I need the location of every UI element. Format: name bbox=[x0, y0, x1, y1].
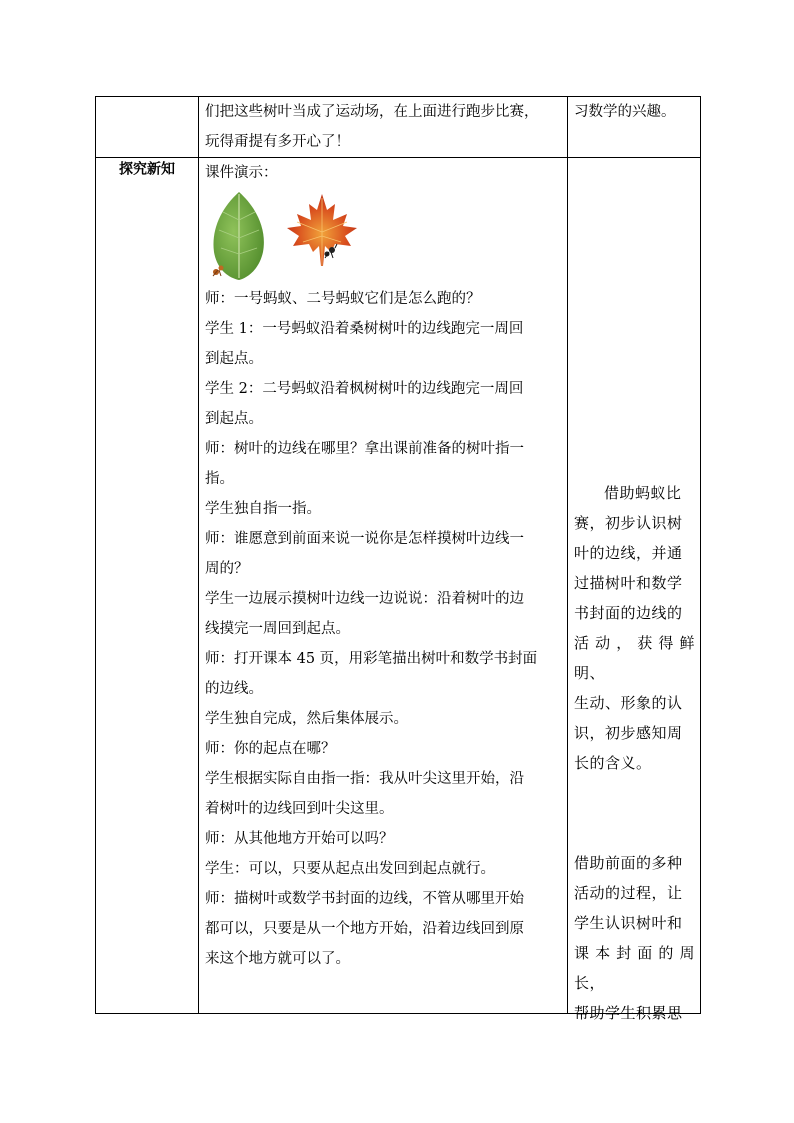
text-line: 着树叶的边线回到叶尖这里。 bbox=[205, 801, 394, 817]
text-line: 师：一号蚂蚁、二号蚂蚁它们是怎么跑的？ bbox=[205, 291, 481, 307]
process-cell bbox=[199, 97, 568, 158]
text-line: 们把这些树叶当成了运动场，在上面进行跑步比赛， bbox=[205, 104, 539, 120]
intent-cell bbox=[568, 158, 701, 1022]
text-line: 学生 1：一号蚂蚁沿着桑树树叶的边线跑完一周回 bbox=[205, 321, 524, 337]
intent-line: 过描树叶和数学 bbox=[574, 574, 683, 592]
intent-line: 学生认识树叶和 bbox=[574, 914, 683, 932]
leaf-images bbox=[199, 188, 567, 284]
intent-line: 借助前面的多种 bbox=[574, 854, 683, 872]
lesson-plan-table bbox=[95, 96, 701, 1022]
table-row bbox=[96, 158, 701, 1014]
section-cell-empty bbox=[96, 97, 199, 158]
intent-line: 识，初步感知周 bbox=[574, 724, 683, 742]
text-line: 师：谁愿意到前面来说一说你是怎样摸树叶边线一 bbox=[205, 531, 524, 547]
intent-line: 课本封面的周长， bbox=[574, 944, 695, 992]
text-line: 学生 2：二号蚂蚁沿着枫树树叶的边线跑完一周回 bbox=[205, 381, 524, 397]
intent-line: 活动的过程，让 bbox=[574, 884, 683, 902]
intent-note-2 bbox=[568, 848, 701, 1028]
text-line: 到起点。 bbox=[205, 411, 263, 427]
text-line: 学生：可以，只要从起点出发回到起点就行。 bbox=[205, 861, 495, 877]
intent-line: 帮助学生积累思 bbox=[574, 1004, 683, 1022]
maple-leaf-image bbox=[285, 192, 359, 270]
text-line: 的边线。 bbox=[205, 681, 263, 697]
intent-line: 借助蚂蚁比 bbox=[604, 484, 682, 502]
intent-line: 叶的边线，并通 bbox=[574, 544, 683, 562]
demo-label: 课件演示： bbox=[205, 165, 278, 181]
text-line: 学生独自指一指。 bbox=[205, 501, 321, 517]
text-line: 学生一边展示摸树叶边线一边说说：沿着树叶的边 bbox=[205, 591, 524, 607]
intent-line: 长的含义。 bbox=[574, 754, 652, 772]
intent-line: 活动，获得鲜明、 bbox=[574, 634, 695, 682]
text-line: 师：树叶的边线在哪里？拿出课前准备的树叶指一 bbox=[205, 441, 524, 457]
text-line: 学生独自完成，然后集体展示。 bbox=[205, 711, 408, 727]
intent-line: 赛，初步认识树 bbox=[574, 514, 683, 532]
section-title: 探究新知 bbox=[119, 161, 175, 178]
text-line: 师：你的起点在哪？ bbox=[205, 741, 336, 757]
intent-line: 书封面的边线的 bbox=[574, 604, 683, 622]
text-line: 学生根据实际自由指一指：我从叶尖这里开始，沿 bbox=[205, 771, 524, 787]
text-line: 玩得甭提有多开心了！ bbox=[205, 134, 350, 150]
process-cell bbox=[199, 158, 568, 1014]
text-line: 线摸完一周回到起点。 bbox=[205, 621, 350, 637]
intent-line: 生动、形象的认 bbox=[574, 694, 683, 712]
text-line: 都可以，只要是从一个地方开始，沿着边线回到原 bbox=[205, 921, 524, 937]
mulberry-leaf-image bbox=[209, 190, 269, 284]
text-line: 师：打开课本 45 页，用彩笔描出树叶和数学书封面 bbox=[205, 651, 538, 667]
table-row bbox=[96, 97, 701, 158]
text-line: 到起点。 bbox=[205, 351, 263, 367]
text-line: 师：从其他地方开始可以吗？ bbox=[205, 831, 394, 847]
text-line: 周的？ bbox=[205, 561, 249, 577]
text-line: 来这个地方就可以了。 bbox=[205, 951, 350, 967]
text-line: 指。 bbox=[205, 471, 234, 487]
text-line: 师：描树叶或数学书封面的边线，不管从哪里开始 bbox=[205, 891, 524, 907]
section-cell bbox=[96, 158, 199, 1014]
intent-note-1 bbox=[568, 478, 701, 778]
intent-cell bbox=[568, 97, 701, 158]
intent-text: 习数学的兴趣。 bbox=[574, 104, 676, 120]
